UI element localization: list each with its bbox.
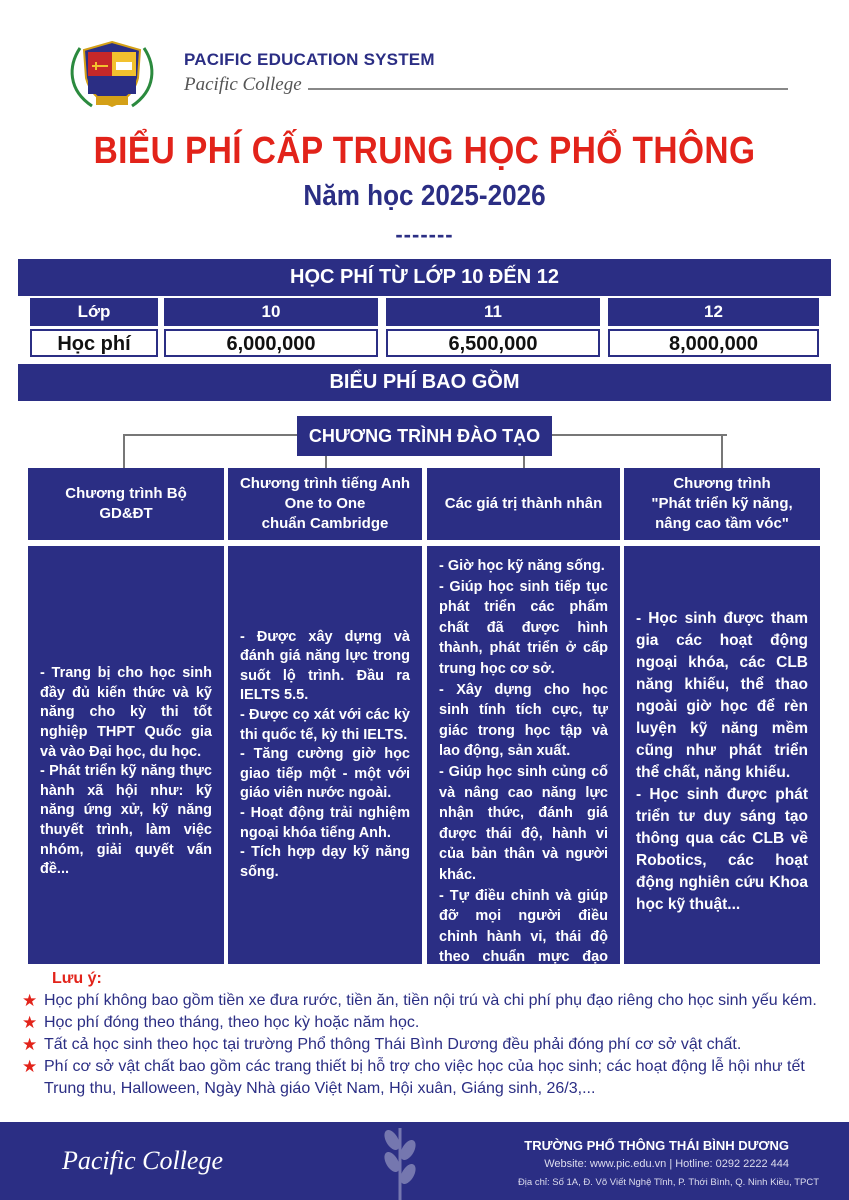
org-name: PACIFIC EDUCATION SYSTEM	[184, 50, 435, 69]
heading-line: Các giá trị thành nhân	[444, 495, 603, 512]
star-icon: ★	[22, 1013, 38, 1032]
program-body-english	[228, 546, 422, 964]
footer-address: Địa chỉ: Số 1A, Đ. Võ Viết Nghệ Tĩnh, P. Thới Bình, Q. Ninh Kiều, TPCT	[517, 1177, 819, 1188]
heading-line: Chương trình	[673, 475, 771, 492]
tree-connector	[721, 434, 723, 468]
tuition-column-grade-10	[164, 298, 378, 360]
program-description: - Giờ học kỹ năng sống. - Giúp học sinh tiếp tục phát triển các phẩm chất đã được hình thành, phát triển ở cấp trung học cơ sở. - Xây dựng cho học sinh tính tích cực, tự giác trong học tập và lao động, sản xuất. - Giúp học sinh củng cố và nâng cao năng lực nhận thức, đánh giá được thái độ, hành vi của bản thân và người khác. - Tự điều chỉnh và giúp đỡ mọi người điều chỉnh hành vi, thái độ theo chuẩn mực đạo đức, pháp luật.	[439, 558, 608, 986]
fee-value: 6,500,000	[386, 329, 600, 357]
tuition-label-column	[30, 298, 158, 360]
heading-line: "Phát triển kỹ năng,	[651, 495, 793, 512]
note-item	[22, 1034, 842, 1056]
heading-line: chuẩn Cambridge	[261, 515, 389, 532]
page-title: BIỂU PHÍ CẤP TRUNG HỌC PHỔ THÔNG	[93, 130, 756, 172]
tuition-column-grade-12	[608, 298, 819, 360]
page-subtitle: Năm học 2025-2026	[303, 180, 546, 212]
wheat-decoration-icon	[365, 1122, 435, 1200]
grade-label: Lớp	[30, 298, 158, 326]
tuition-table	[18, 298, 831, 362]
heading-line: GD&ĐT	[99, 505, 153, 522]
fee-label: Học phí	[30, 329, 158, 357]
note-item	[22, 1056, 842, 1100]
star-icon: ★	[22, 1035, 38, 1054]
grade-value: 11	[386, 298, 600, 326]
program-title: CHƯƠNG TRÌNH ĐÀO TẠO	[297, 416, 552, 456]
tree-connector	[123, 434, 125, 468]
heading-line: nâng cao tầm vóc"	[655, 515, 789, 532]
note-text: Phí cơ sở vật chất bao gồm các trang thiết bị hỗ trợ cho việc học của học sinh; các hoạt động lễ hội như tết Trung thu, Halloween, Ngày Nhà giáo Việt Nam, Hội xuân, Giáng sinh, 26/3,...	[44, 1058, 805, 1097]
tree-connector	[325, 456, 327, 468]
program-heading-values	[427, 468, 620, 540]
footer	[0, 1122, 849, 1200]
fee-value: 8,000,000	[608, 329, 819, 357]
footer-brand: Pacific College	[62, 1146, 224, 1175]
program-heading-moet	[28, 468, 224, 540]
tuition-band: HỌC PHÍ TỪ LỚP 10 ĐẾN 12	[18, 259, 831, 296]
tree-connector	[523, 456, 525, 468]
note-item	[22, 1012, 842, 1034]
title-divider: -------	[395, 222, 454, 247]
star-icon: ★	[22, 1057, 38, 1076]
grade-value: 12	[608, 298, 819, 326]
footer-contact[interactable]: Website: www.pic.edu.vn | Hotline: 0292 2222 444	[544, 1158, 789, 1170]
footer-school-name: TRƯỜNG PHỔ THÔNG THÁI BÌNH DƯƠNG	[524, 1138, 789, 1153]
program-body-skills	[624, 546, 820, 964]
program-description: - Được xây dựng và đánh giá năng lực trong suốt lộ trình. Đầu ra IELTS 5.5. - Được cọ xát với các kỳ thi quốc tế, kỳ thi IELTS. - Tăng cường giờ học giao tiếp một - một với giáo viên nước ngoài. - Hoạt động trải nghiệm ngoại khóa tiếng Anh. - Tích hợp dạy kỹ năng sống.	[240, 628, 410, 880]
header-divider-line	[308, 88, 788, 90]
program-description: - Trang bị cho học sinh đầy đủ kiến thức và kỹ năng cho kỳ thi tốt nghiệp THPT Quốc gia và vào Đại học, du học. - Phát triển kỹ năng thực hành xã hội như: kỹ năng ứng xử, kỹ năng thuyết trình, làm việc nhóm, giải quyết vấn đề...	[40, 665, 212, 878]
program-body-values	[427, 546, 620, 986]
school-logo	[62, 38, 162, 114]
note-text: Học phí không bao gồm tiền xe đưa rước, tiền ăn, tiền nội trú và chi phí phụ đạo riêng cho học sinh yếu kém.	[44, 992, 817, 1009]
grade-value: 10	[164, 298, 378, 326]
heading-line: One to One	[284, 495, 366, 512]
program-body-moet	[28, 546, 224, 964]
includes-band: BIỂU PHÍ BAO GỒM	[18, 364, 831, 401]
heading-line: Chương trình Bộ	[65, 485, 187, 502]
program-heading-skills	[624, 468, 820, 540]
note-text: Tất cả học sinh theo học tại trường Phổ thông Thái Bình Dương đều phải đóng phí cơ sở vật chất.	[44, 1036, 742, 1053]
notes-list	[22, 990, 842, 1100]
notes-label: Lưu ý:	[52, 970, 102, 987]
note-item	[22, 990, 842, 1012]
org-subname: Pacific College	[184, 74, 302, 95]
star-icon: ★	[22, 991, 38, 1010]
program-heading-english	[228, 468, 422, 540]
note-text: Học phí đóng theo tháng, theo học kỳ hoặc năm học.	[44, 1014, 420, 1031]
program-description: - Học sinh được tham gia các hoạt động ngoại khóa, các CLB năng khiếu, thể thao ngoài giờ học để rèn luyện kỹ năng mềm cũng như phát triển thể chất, năng khiếu. - Học sinh được phát triển tư duy sáng tạo thông qua các CLB về Robotics, các hoạt động nghiên cứu Khoa học kỹ thuật...	[636, 610, 808, 913]
tuition-column-grade-11	[386, 298, 600, 360]
fee-value: 6,000,000	[164, 329, 378, 357]
heading-line: Chương trình tiếng Anh	[239, 475, 411, 492]
